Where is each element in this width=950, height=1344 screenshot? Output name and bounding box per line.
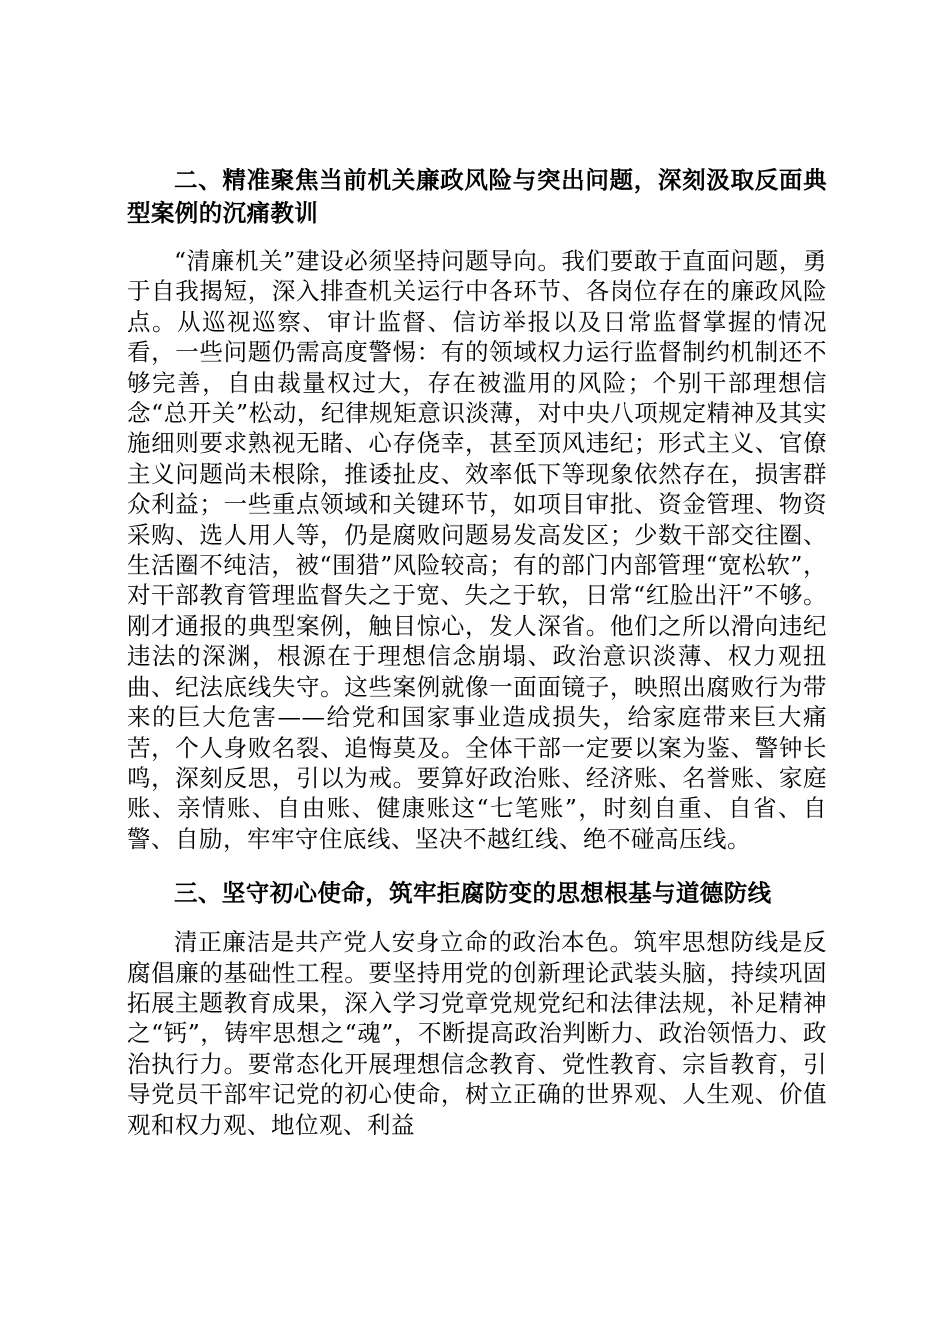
section-2-heading: 二、精准聚焦当前机关廉政风险与突出问题，深刻汲取反面典型案例的沉痛教训 [127,166,827,227]
document-page [127,164,827,1140]
section-3-paragraph: 清正廉洁是共产党人安身立命的政治本色。筑牢思想防线是反腐倡廉的基础性工程。要坚持用党的创新理论武装头脑，持续巩固拓展主题教育成果，深入学习党章党规党纪和法律法规，补足精神之“钙”，铸牢思想之“魂”，不断提高政治判断力、政治领悟力、政治执行力。要常态化开展理想信念教育、党性教育、宗旨教育，引导党员干部牢记党的初心使命，树立正确的世界观、人生观、价值观和权力观、地位观、利益 [127,928,827,1139]
spacer [127,910,827,927]
spacer [127,230,827,246]
section-3-heading: 三、坚守初心使命，筑牢拒腐防变的思想根基与道德防线 [174,879,772,908]
spacer [127,854,827,877]
section-2-paragraph: “清廉机关”建设必须坚持问题导向。我们要敢于直面问题，勇于自我揭短，深入排查机关运行中各环节、各岗位存在的廉政风险点。从巡视巡察、审计监督、信访举报以及日常监督掌握的情况看，一些问题仍需高度警惕：有的领域权力运行监督制约机制还不够完善，自由裁量权过大，存在被滥用的风险；个别干部理想信念“总开关”松动，纪律规矩意识淡薄，对中央八项规定精神及其实施细则要求熟视无睹、心存侥幸，甚至顶风违纪；形式主义、官僚主义问题尚未根除，推诿扯皮、效率低下等现象依然存在，损害群众利益；一些重点领域和关键环节，如项目审批、资金管理、物资采购、选人用人等，仍是腐败问题易发高发区；少数干部交往圈、生活圈不纯洁，被“围猎”风险较高；有的部门内部管理“宽松软”，对干部教育管理监督失之于宽、失之于软，日常“红脸出汗”不够。刚才通报的典型案例，触目惊心，发人深省。他们之所以滑向违纪违法的深渊，根源在于理想信念崩塌、政治意识淡薄、权力观扭曲、纪法底线失守。这些案例就像一面面镜子，映照出腐败行为带来的巨大危害——给党和国家事业造成损失，给家庭带来巨大痛苦，个人身败名裂、追悔莫及。全体干部一定要以案为鉴、警钟长鸣，深刻反思，引以为戒。要算好政治账、经济账、名誉账、家庭账、亲情账、自由账、健康账这“七笔账”，时刻自重、自省、自警、自励，牢牢守住底线、坚决不越红线、绝不碰高压线。 [127,247,827,853]
